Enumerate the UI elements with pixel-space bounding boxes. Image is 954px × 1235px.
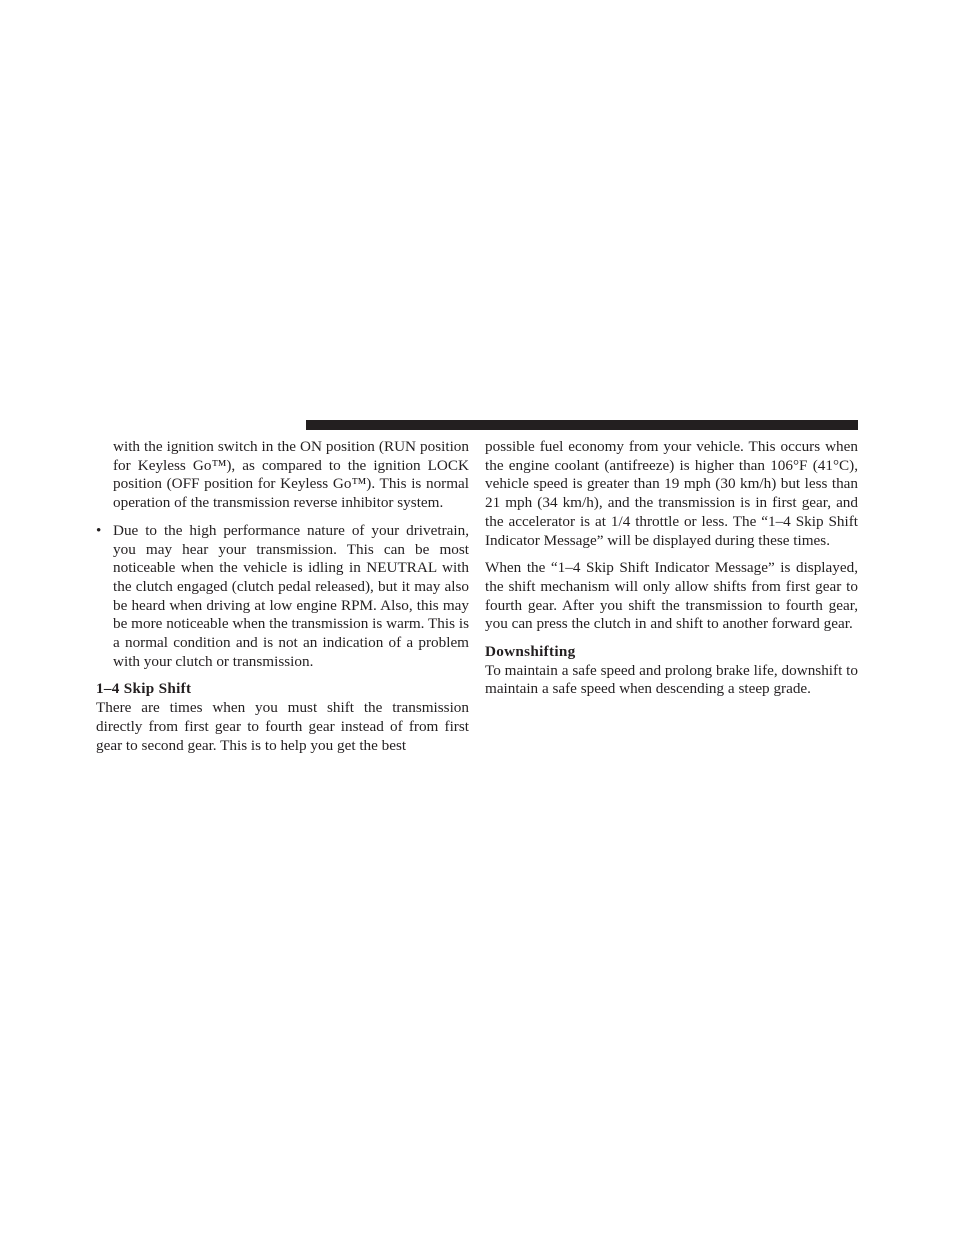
section-header-bar [306, 420, 858, 430]
skip-shift-paragraph-start: There are times when you must shift the transmission directly from first gear to fourth gear instead of from first gear to second gear. This is to help you get the best [96, 699, 469, 754]
indicator-message-paragraph: When the “1–4 Skip Shift Indicator Message” is displayed, the shift mechanism will only allow shifts from first gear to fourth gear. After you shift the transmission to fourth gear, you can press the clutch in and shift to another forward gear. [485, 559, 858, 633]
right-column [485, 438, 858, 699]
bullet-text: Due to the high performance nature of your drivetrain, you may hear your transmission. This can be most noticeable when the vehicle is idling in NEUTRAL with the clutch engaged (clutch pedal released), but it may also be heard when driving at low engine RPM. Also, this may be more noticeable when the transmission is warm. This is a normal condition and is not an indication of a problem with your clutch or transmission. [113, 521, 469, 670]
skip-shift-heading: 1–4 Skip Shift [96, 680, 192, 698]
bullet-marker: • [96, 521, 102, 539]
skip-shift-paragraph-end: possible fuel economy from your vehicle. This occurs when the engine coolant (antifreeze) is higher than 106°F (41°C), vehicle speed is greater than 19 mph (30 km/h) but less than 21 mph (34 km/h), and the transmission is in first gear, and the accelerator is at 1/4 throttle or less. The “1–4 Skip Shift Indicator Message” will be displayed during these times. [485, 438, 858, 549]
left-column [96, 438, 469, 755]
continuation-paragraph: with the ignition switch in the ON position (RUN position for Keyless Go™), as compared to the ignition LOCK position (OFF position for Keyless Go™). This is normal operation of the transmission reverse inhibitor system. [113, 438, 469, 512]
downshifting-heading: Downshifting [485, 643, 576, 661]
bullet-item [96, 521, 469, 672]
downshifting-paragraph: To maintain a safe speed and prolong brake life, downshift to maintain a safe speed when descending a steep grade. [485, 661, 858, 698]
